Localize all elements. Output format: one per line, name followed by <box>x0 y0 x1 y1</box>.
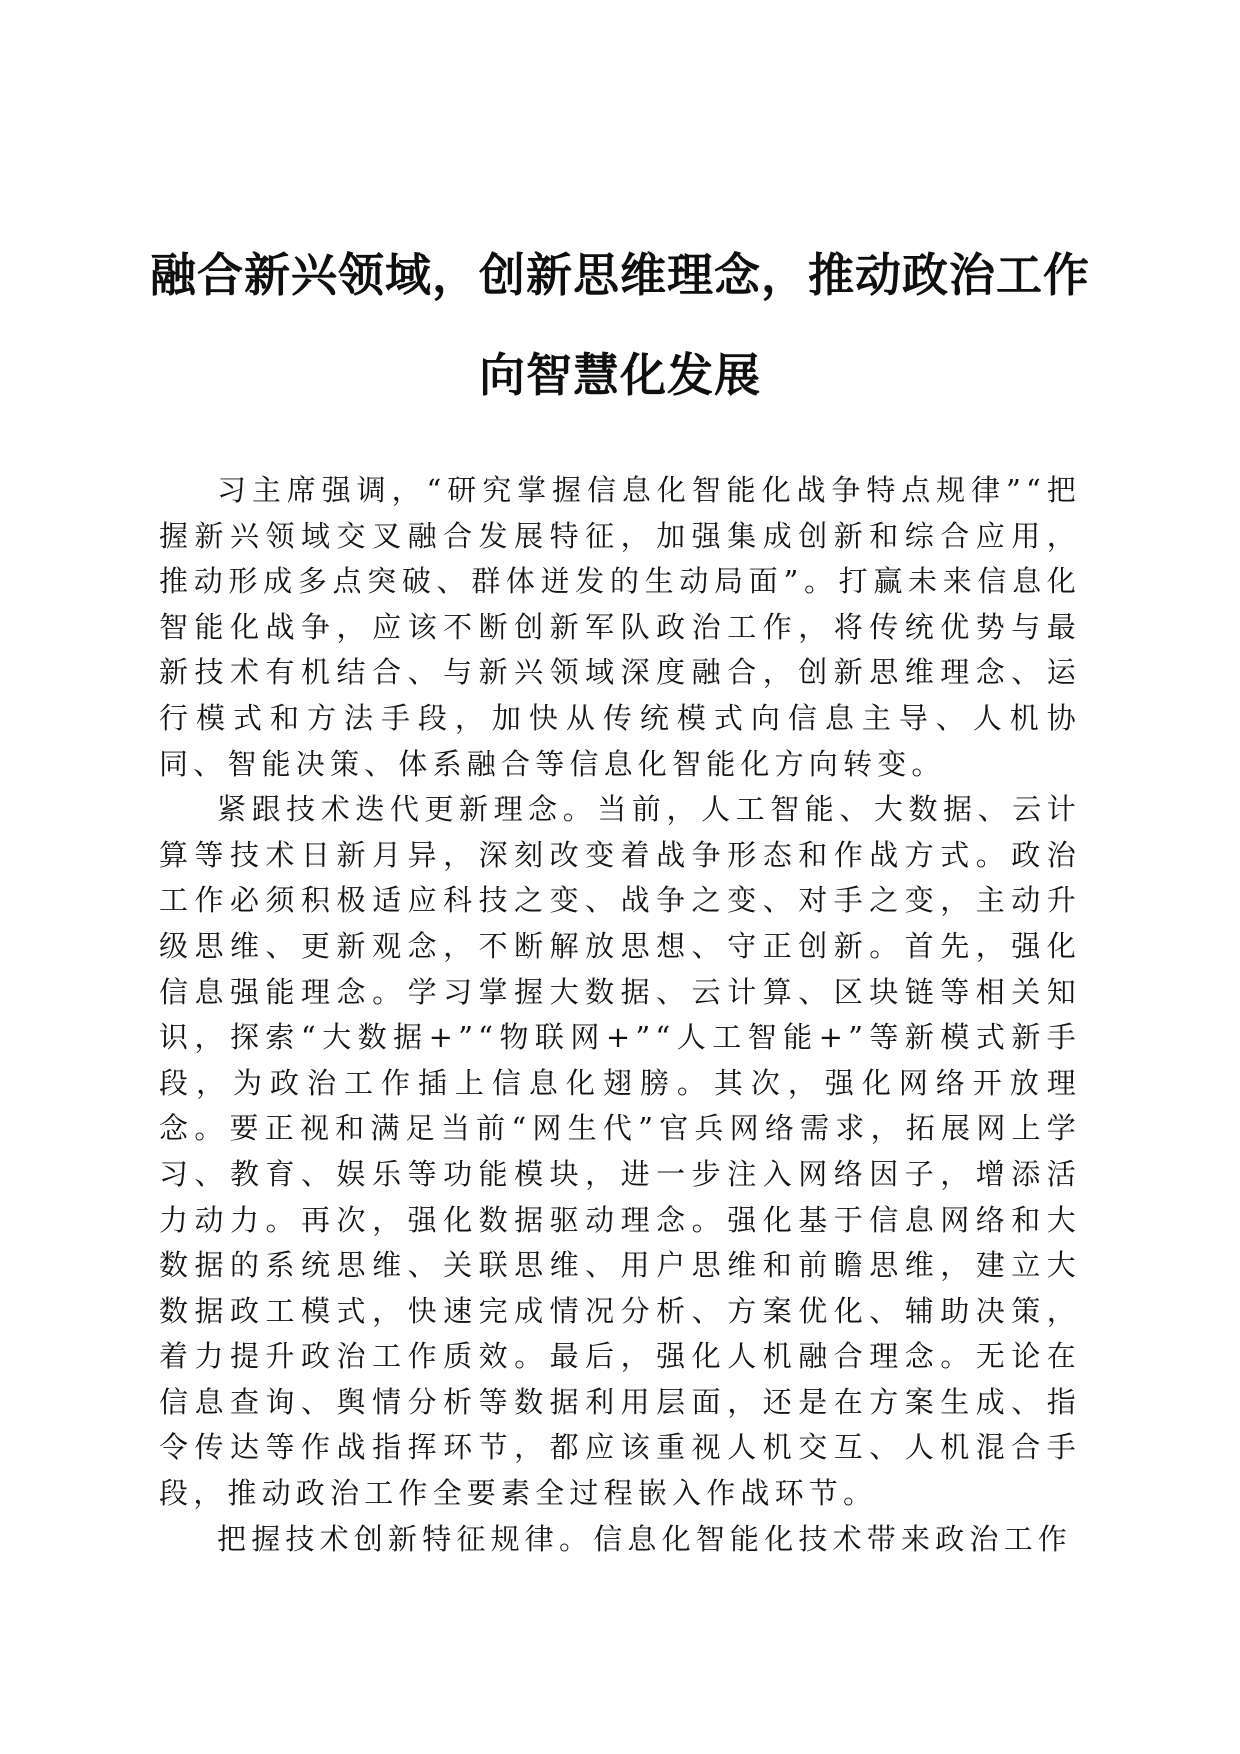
paragraph-update-concepts: 紧跟技术迭代更新理念。当前，人工智能、大数据、云计算等技术日新月异，深刻改变着战争形态和作战方式。政治工作必须积极适应科技之变、战争之变、对手之变，主动升级思维、更新观念，不断解放思想、守正创新。首先，强化信息强能理念。学习掌握大数据、云计算、区块链等相关知识，探索“大数据+”“物联网+”“人工智能+”等新模式新手段，为政治工作插上信息化翅膀。其次，强化网络开放理念。要正视和满足当前“网生代”官兵网络需求，拓展网上学习、教育、娱乐等功能模块，进一步注入网络因子，增添活力动力。再次，强化数据驱动理念。强化基于信息网络和大数据的系统思维、关联思维、用户思维和前瞻思维，建立大数据政工模式，快速完成情况分析、方案优化、辅助决策，着力提升政治工作质效。最后，强化人机融合理念。无论在信息查询、舆情分析等数据利用层面，还是在方案生成、指令传达等作战指挥环节，都应该重视人机交互、人机混合手段，推动政治工作全要素全过程嵌入作战环节。 <box>159 792 1081 1511</box>
paragraph-innovation-rules: 把握技术创新特征规律。信息化智能化技术带来政治工作 <box>217 1521 1073 1556</box>
document-title <box>150 225 1090 425</box>
title-line-2: 向智慧化发展 <box>479 348 761 402</box>
paragraph-intro: 习主席强调，“研究掌握信息化智能化战争特点规律”“把握新兴领域交叉融合发展特征，加强集成创新和综合应用，推动形成多点突破、群体迸发的生动局面”。打赢未来信息化智能化战争，应该不断创新军队政治工作，将传统优势与最新技术有机结合、与新兴领域深度融合，创新思维理念、运行模式和方法手段，加快从传统模式向信息主导、人机协同、智能决策、体系融合等信息化智能化方向转变。 <box>159 473 1081 781</box>
document-body <box>159 468 1081 1562</box>
title-line-1: 融合新兴领域，创新思维理念，推动政治工作 <box>150 248 1090 302</box>
